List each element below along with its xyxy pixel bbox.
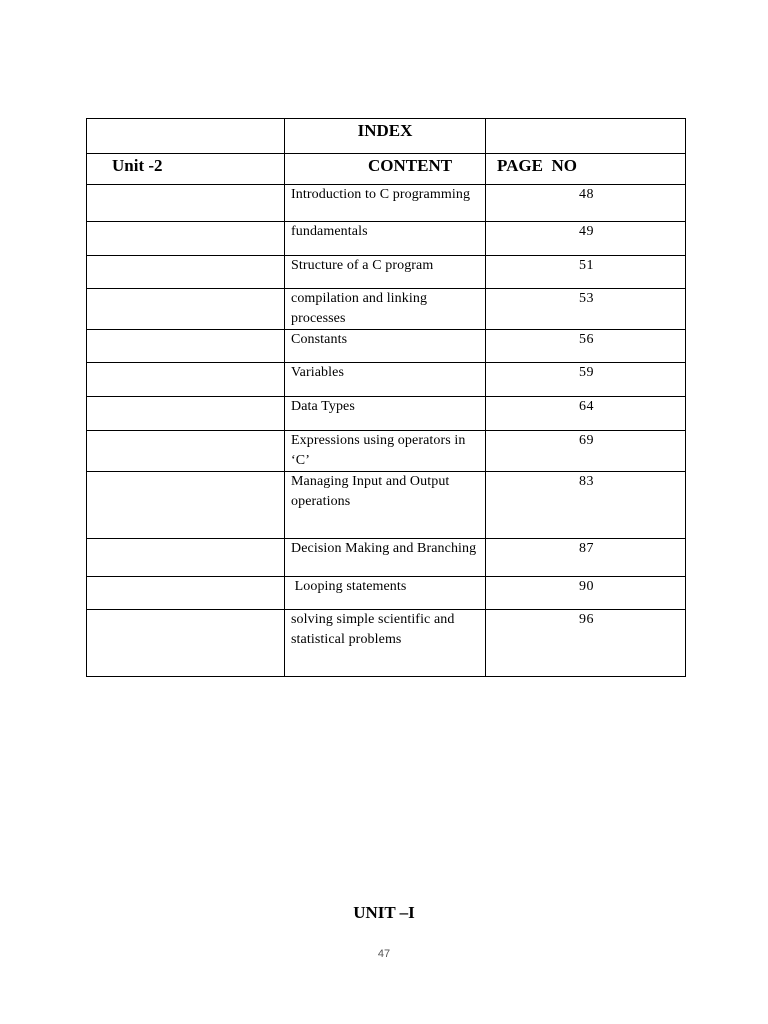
unit-cell-empty [87, 431, 285, 472]
index-title: INDEX [285, 119, 486, 154]
page-number: 47 [377, 948, 391, 960]
topic-cell: solving simple scientific and statistical problems [285, 610, 486, 677]
unit-label: Unit -2 [87, 154, 285, 185]
unit-cell-empty [87, 539, 285, 577]
page-cell: 48 [486, 185, 686, 222]
page-cell: 69 [486, 431, 686, 472]
topic-cell: Decision Making and Branching [285, 539, 486, 577]
index-title-row [87, 119, 686, 154]
unit-cell-empty [87, 363, 285, 397]
page-cell: 53 [486, 289, 686, 330]
unit-cell-empty [87, 397, 285, 431]
topic-cell: Variables [285, 363, 486, 397]
page-number-header-text: PAGE NO [497, 156, 577, 175]
page-cell: 56 [486, 330, 686, 363]
index-row [87, 185, 686, 222]
index-row [87, 397, 686, 431]
index-row [87, 330, 686, 363]
unit-cell-empty [87, 222, 285, 256]
unit-cell-empty [87, 577, 285, 610]
unit-cell-empty [87, 256, 285, 289]
page-cell: 96 [486, 610, 686, 677]
index-row [87, 363, 686, 397]
page-cell: 90 [486, 577, 686, 610]
page-number-header [486, 154, 686, 185]
topic-cell: Looping statements [285, 577, 486, 610]
blank-cell [486, 119, 686, 154]
unit-cell-empty [87, 610, 285, 677]
index-rows [87, 185, 686, 677]
index-row [87, 431, 686, 472]
index-row [87, 539, 686, 577]
index-row [87, 577, 686, 610]
index-row [87, 222, 686, 256]
page-cell: 59 [486, 363, 686, 397]
content-header: CONTENT [285, 154, 486, 185]
topic-cell: Managing Input and Output operations [285, 472, 486, 539]
unit-cell-empty [87, 330, 285, 363]
topic-cell: compilation and linking processes [285, 289, 486, 330]
unit-heading: UNIT –I [353, 903, 415, 922]
topic-cell: Introduction to C programming [285, 185, 486, 222]
topic-cell: Constants [285, 330, 486, 363]
index-row [87, 256, 686, 289]
topic-cell: Structure of a C program [285, 256, 486, 289]
topic-cell: Expressions using operators in ‘C’ [285, 431, 486, 472]
unit-cell-empty [87, 472, 285, 539]
unit-cell-empty [87, 185, 285, 222]
index-header-row [87, 154, 686, 185]
topic-cell: fundamentals [285, 222, 486, 256]
page-cell: 83 [486, 472, 686, 539]
blank-cell [87, 119, 285, 154]
page-cell: 64 [486, 397, 686, 431]
index-row [87, 472, 686, 539]
index-table [86, 118, 686, 677]
unit-cell-empty [87, 289, 285, 330]
page-cell: 87 [486, 539, 686, 577]
index-row [87, 289, 686, 330]
index-row [87, 610, 686, 677]
page-cell: 49 [486, 222, 686, 256]
topic-cell: Data Types [285, 397, 486, 431]
page-cell: 51 [486, 256, 686, 289]
